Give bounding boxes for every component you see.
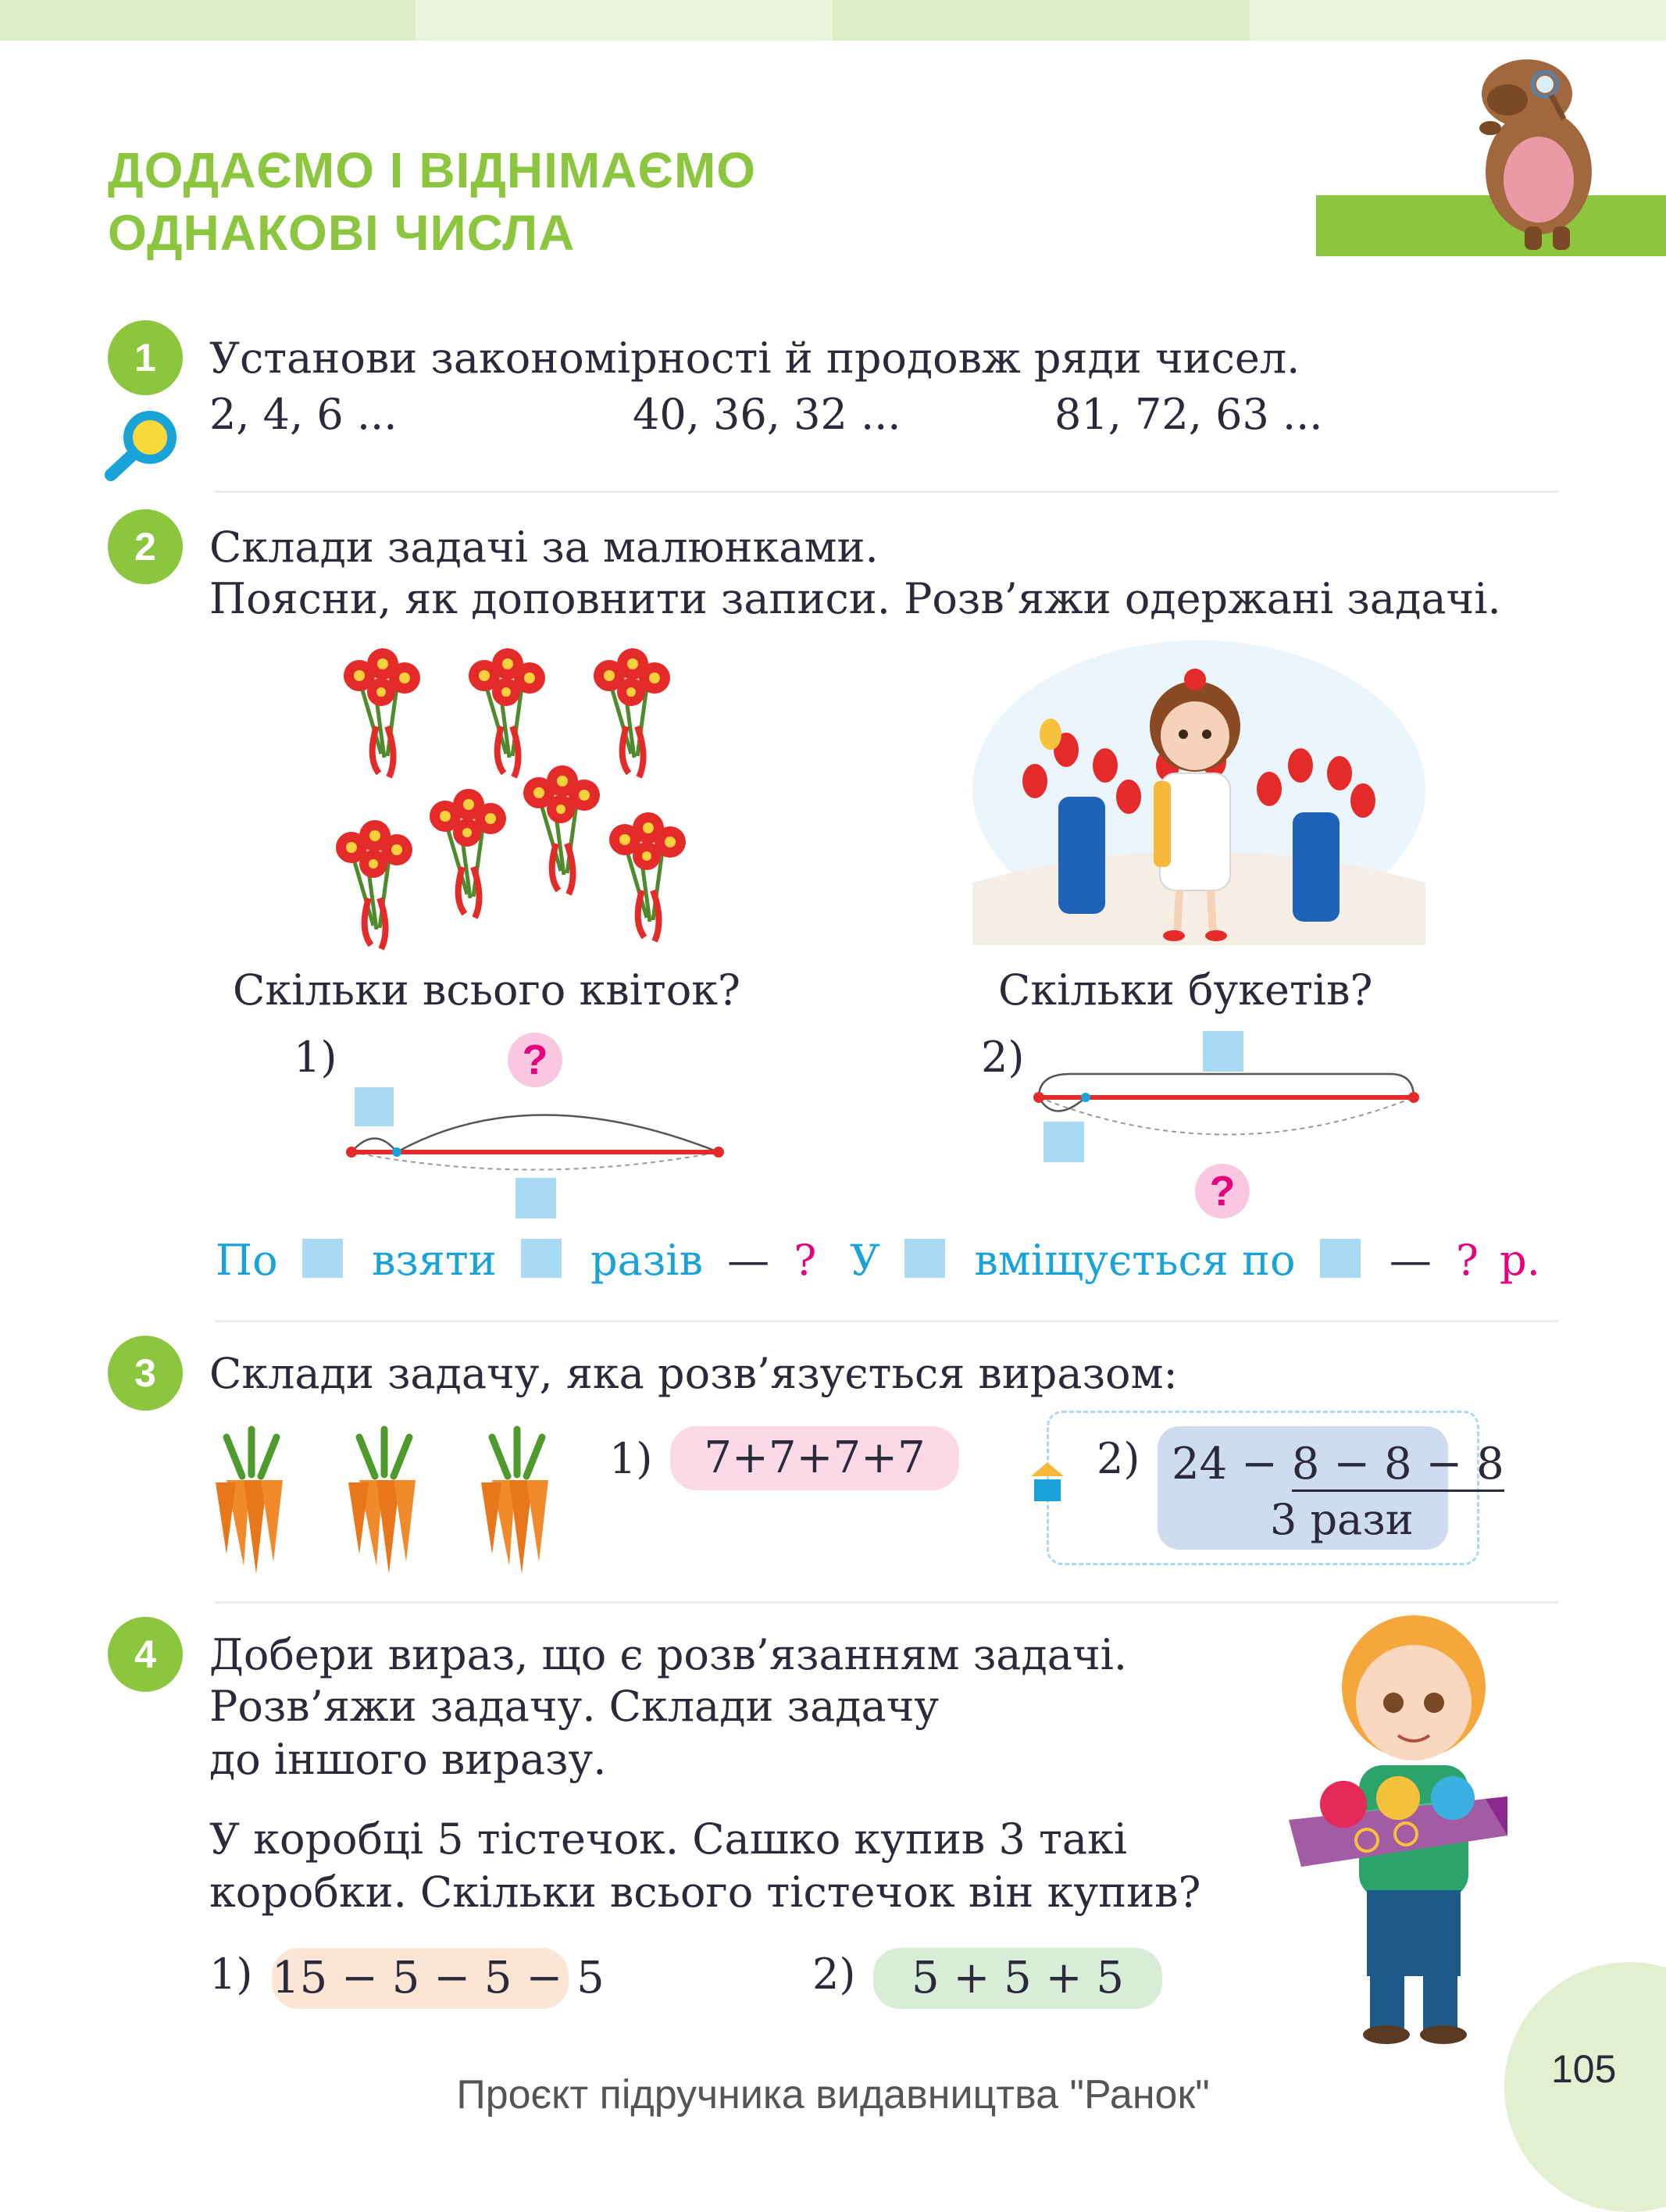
- task-3-expr-2-box: [1158, 1426, 1504, 1550]
- flower-bouquets-illustration: [328, 640, 703, 961]
- task-3-expr-1-label: 1): [609, 1434, 653, 1483]
- series-3: 81, 72, 63 ...: [1054, 390, 1323, 439]
- fill-left-box-2[interactable]: [521, 1239, 562, 1278]
- diagram-2-label: 2): [981, 1033, 1025, 1082]
- task-3-expr-1-box: 7+7+7+7: [670, 1426, 959, 1490]
- task-3-number: 3: [108, 1336, 183, 1411]
- publisher-note: Проєкт підручника видавництва "Ранок": [456, 2072, 1210, 2117]
- task-4-option-1-box: 15 − 5 − 5 − 5: [272, 1948, 569, 2009]
- task-4-option-2-label: 2): [812, 1950, 856, 1999]
- task-4-line-1: Добери вираз, що є розв’язанням задачі.: [209, 1630, 1128, 1679]
- carrot-bunches-illustration: [203, 1422, 578, 1578]
- task-4-problem-line-1: У коробці 5 тістечок. Сашко купив 3 такі: [209, 1814, 1128, 1864]
- question-left: Скільки всього квіток?: [233, 965, 740, 1015]
- fill-right-question: ?: [1456, 1236, 1479, 1285]
- task-4-problem-line-2: коробки. Скільки всього тістечок він купив?: [209, 1868, 1201, 1917]
- task-3-text: Склади задачу, яка розв’язується виразом:: [209, 1349, 1178, 1398]
- series-1: 2, 4, 6 ...: [209, 390, 398, 439]
- task-4-line-3: до іншого виразу.: [209, 1735, 607, 1784]
- fill-right-word-vmishchuietsia: вміщується по: [974, 1236, 1296, 1285]
- page-title-line-2: ОДНАКОВІ ЧИСЛА: [108, 205, 576, 261]
- task-4-line-2: Розв’яжи задачу. Склади задачу: [209, 1682, 940, 1731]
- fill-right-unit: р.: [1500, 1236, 1540, 1285]
- question-right: Скільки букетів?: [998, 965, 1373, 1015]
- house-icon: [1029, 1459, 1065, 1503]
- task-2-number: 2: [108, 509, 183, 584]
- diagram-2-total-square: [1203, 1031, 1243, 1072]
- top-bar-segment-4: [1250, 0, 1666, 41]
- diagram-2-question-badge: ?: [1195, 1164, 1250, 1218]
- girl-with-tulips-illustration: [972, 633, 1425, 945]
- page-title: [108, 139, 756, 264]
- fill-left-dash: —: [727, 1236, 770, 1285]
- top-bar-segment-2: [416, 0, 833, 41]
- diagram-1-label: 1): [294, 1033, 337, 1082]
- page-title-line-1: ДОДАЄМО І ВІДНІМАЄМО: [108, 142, 757, 198]
- fill-right-dash: —: [1389, 1236, 1432, 1285]
- task-3-expr-2-repeat: 8 − 8 − 8: [1292, 1439, 1504, 1492]
- task-4-option-1-label: 1): [209, 1950, 253, 1999]
- fill-in-left: [216, 1236, 816, 1285]
- page-number: 105: [1551, 2047, 1617, 2091]
- task-3-expr-2-label: 2): [1097, 1434, 1140, 1483]
- fill-left-word-raziv: разів: [590, 1236, 703, 1285]
- fill-right-word-u: У: [850, 1236, 881, 1285]
- diagram-1-count-square: [515, 1178, 556, 1218]
- task-2-line-2: Поясни, як доповнити записи. Розв’яжи одержані задачі.: [209, 574, 1501, 623]
- magnifier-icon: [102, 406, 181, 484]
- task-1-number: 1: [108, 320, 183, 395]
- fill-left-word-po: По: [216, 1236, 278, 1285]
- section-divider-2: [215, 1320, 1558, 1322]
- diagram-1-question-badge: ?: [508, 1033, 562, 1087]
- fill-left-box-1[interactable]: [302, 1239, 343, 1278]
- series-2: 40, 36, 32 ...: [633, 390, 901, 439]
- task-4-number: 4: [108, 1617, 183, 1692]
- section-divider-1: [215, 491, 1558, 493]
- fill-right-box-2[interactable]: [1320, 1239, 1361, 1278]
- fill-left-word-vziaty: взяти: [371, 1236, 497, 1285]
- diagram-1-segment-scheme: [344, 1086, 726, 1179]
- boy-with-cake-box-illustration: [1273, 1593, 1523, 2046]
- fill-left-question: ?: [794, 1236, 817, 1285]
- task-3-expr-2-note: 3 рази: [1270, 1495, 1414, 1544]
- task-1-text: Установи закономірності й продовж ряди чисел.: [209, 334, 1300, 383]
- task-3-expr-2-head: 24 −: [1172, 1439, 1278, 1490]
- task-2-line-1: Склади задачі за малюнками.: [209, 523, 879, 572]
- top-bar-segment-3: [833, 0, 1250, 41]
- top-bar-segment-1: [0, 0, 416, 41]
- task-4-option-2-box: 5 + 5 + 5: [873, 1948, 1162, 2009]
- fill-in-right: [850, 1236, 1540, 1285]
- fill-right-box-1[interactable]: [904, 1239, 945, 1278]
- capybara-mascot-illustration: [1461, 47, 1609, 254]
- diagram-2-segment-scheme: [1023, 1070, 1429, 1164]
